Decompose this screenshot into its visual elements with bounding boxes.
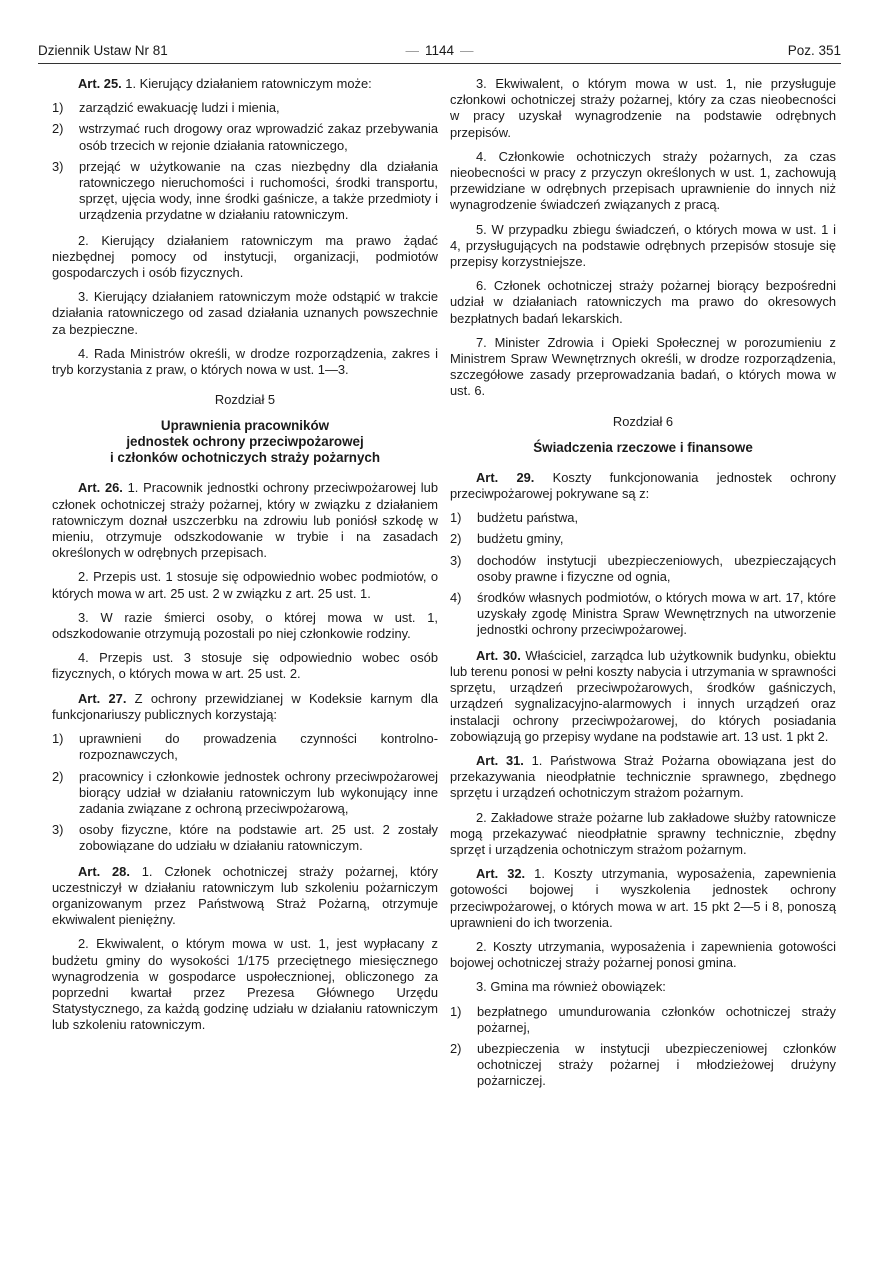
list-item — [450, 1004, 836, 1036]
item-number: 3) — [450, 552, 462, 568]
art28-p2: 2. Ekwiwalent, o którym mowa w ust. 1, jest wypłacany z budżetu gminy do wysokości 1/175 przeciętnego miesięcznego wynagrodzenia w gospodarce uspołecznionej, obliczonego za poprzedni kwartał przez Prezesa Głównego Urzędu Statystycznego, za każdą godzinę udziału w działaniu ratowniczym lub szkoleniu ratowniczym. — [52, 936, 438, 1033]
art25-p1-text: 1. Kierujący działaniem ratowniczym może: — [121, 76, 372, 91]
item-text: dochodów instytucji ubezpieczeniowych, ubezpieczających osoby prawne i fizyczne od ognia, — [477, 552, 836, 584]
art27-p1 — [52, 691, 438, 723]
art28-label: Art. 28. — [78, 863, 130, 879]
item-number: 4) — [450, 590, 462, 606]
item-number: 1) — [52, 100, 64, 116]
list-item — [450, 1041, 836, 1090]
art32-p1 — [450, 866, 836, 931]
item-text: budżetu gminy, — [477, 531, 564, 547]
art30-label: Art. 30. — [476, 647, 521, 663]
journal-title: Dziennik Ustaw Nr 81 — [38, 43, 168, 58]
item-number: 1) — [450, 1003, 462, 1019]
art28-p7: 7. Minister Zdrowia i Opieki Społecznej w porozumieniu z Ministrem Spraw Wewnętrznych określi, w drodze rozporządzenia, szczegółowe zasady przeprowadzania badań, o których mowa w ust. 6. — [450, 334, 836, 399]
art26-p4: 4. Przepis ust. 3 stosuje się odpowiednio wobec osób fizycznych, o których mowa w art. 25 ust. 2. — [52, 650, 438, 682]
art28-p5: 5. W przypadku zbiegu świadczeń, o których mowa w ust. 1 i 4, przysługujących na podstawie odrębnych przepisów stosuje się przepisy korzystniejsze. — [450, 221, 836, 270]
item-number: 2) — [52, 121, 64, 137]
art26-p2: 2. Przepis ust. 1 stosuje się odpowiednio wobec podmiotów, o których mowa w art. 25 ust. 2 w związku z art. 25 ust. 1. — [52, 569, 438, 601]
item-text: wstrzymać ruch drogowy oraz wprowadzić zakaz przebywania osób trzecich w rejonie działania ratowniczego, — [79, 121, 438, 153]
item-text: budżetu państwa, — [477, 510, 579, 526]
art29-p1-text: Koszty funkcjonowania jednostek ochrony przeciwpożarowej pokrywane są z: — [450, 469, 837, 502]
art29-p1 — [450, 470, 836, 502]
item-text: pracownicy i członkowie jednostek ochrony przeciwpożarowej biorący udział w działaniu ratowniczym lub wykonujący inne zadania związane z ochroną przeciwpożarową, — [79, 768, 438, 816]
art31-label: Art. 31. — [476, 752, 524, 768]
art28-p1 — [52, 864, 438, 929]
art25-p2: 2. Kierujący działaniem ratowniczym ma prawo żądać niezbędnej pomocy od instytucji, organizacji, podmiotów gospodarczych i osób fizycznych. — [52, 232, 438, 281]
art28-p4: 4. Członkowie ochotniczych straży pożarnych, za czas nieobecności w pracy z przyczyn określonych w ust. 1, zachowują przewidziane w odrębnych przepisach uprawnienie do innych niż wynagrodzenie świadczeń związanych z pracą. — [450, 148, 836, 213]
list-item — [52, 822, 438, 854]
item-number: 1) — [450, 510, 462, 526]
item-number: 3) — [52, 158, 64, 174]
item-text: zarządzić ewakuację ludzi i mienia, — [79, 100, 280, 116]
left-column — [52, 76, 438, 1042]
item-number: 2) — [450, 1040, 462, 1056]
page-number: 1144 — [424, 43, 455, 58]
list-item — [450, 531, 836, 547]
art28-p3: 3. Ekwiwalent, o którym mowa w ust. 1, nie przysługuje członkowi ochotniczej straży pożarnej, który za czas nieobecności w pracy uzyskał wynagrodzenie na podstawie odrębnych przepisów. — [450, 76, 836, 140]
art26-p1-text: 1. Pracownik jednostki ochrony przeciwpożarowej lub członek ochotniczej straży pożarnej, który w związku z działaniem ratowniczym doznał uszczerbku na zdrowiu lub poniósł szkodę w mieniu, otrzymuje odszkodowanie w trybie i na zasadach określonych w odrębnych przepisach. — [52, 480, 438, 561]
right-column — [450, 76, 836, 1095]
art32-p3: 3. Gmina ma również obowiązek: — [476, 979, 666, 995]
list-item — [450, 590, 836, 639]
list-item — [52, 159, 438, 224]
art25-label: Art. 25. — [78, 76, 122, 91]
art27-label: Art. 27. — [78, 690, 127, 706]
art29-label: Art. 29. — [476, 469, 535, 485]
chapter6-title: Świadczenia rzeczowe i finansowe — [533, 439, 753, 455]
chapter5-title-line: Uprawnienia pracowników — [160, 418, 330, 434]
chapter5-number: Rozdział 5 — [214, 392, 276, 408]
position-number: Poz. 351 — [787, 43, 841, 58]
page-header — [38, 42, 841, 60]
item-number: 2) — [52, 768, 64, 784]
dash-left: — — [405, 43, 419, 58]
item-text: ubezpieczenia w instytucji ubezpieczeniowej członków ochotniczej straży pożarnej i młodzieżowej drużyny pożarniczej. — [477, 1040, 836, 1089]
art25-p1 — [52, 76, 438, 92]
item-text: uprawnieni do prowadzenia czynności kontrolno-rozpoznawczych, — [79, 731, 438, 763]
art30-p1-text: Właściciel, zarządca lub użytkownik budynku, obiektu lub terenu ponosi w pełni koszty nabycia i utrzymania w sprawności sprzętu, urządzeń przeciwpożarowych, środków gaśniczych, urządzeń sygnalizacyjno-alarmowych i innych urządzeń oraz instalacji ochrony przeciwpożarowej, do których posiadania zobowiązują go przepisy wydane na podstawie art. 13 ust. 1 pkt 2. — [450, 647, 836, 744]
header-rule — [38, 63, 841, 64]
art26-p1 — [52, 480, 438, 561]
art25-p3: 3. Kierujący działaniem ratowniczym może odstąpić w trakcie działania ratowniczego od zasad działania uznanych powszechnie za bezpieczne. — [52, 289, 438, 337]
art25-p4: 4. Rada Ministrów określi, w drodze rozporządzenia, zakres i tryb korzystania z praw, o których nowa w ust. 1—3. — [52, 345, 438, 378]
art32-p2: 2. Koszty utrzymania, wyposażenia i zapewnienia gotowości bojowej ochotniczej straży pożarnej ponosi gmina. — [450, 938, 836, 971]
item-number: 1) — [52, 731, 64, 747]
item-number: 3) — [52, 822, 64, 838]
art30-p1 — [450, 648, 836, 745]
item-text: przejąć w użytkowanie na czas niezbędny dla działania ratowniczego nieruchomości i ruchomości, środki transportu, sprzęt, ujęcia wody, inne środki gaśnicze, a także przedmioty i urządzenia przydatne w działaniu ratowniczym. — [79, 158, 438, 223]
item-text: bezpłatnego umundurowania członków ochotniczej straży pożarnej, — [477, 1003, 836, 1035]
chapter6-number: Rozdział 6 — [612, 413, 674, 429]
list-item — [52, 731, 438, 763]
art32-label: Art. 32. — [476, 866, 526, 882]
art31-p1 — [450, 753, 836, 802]
chapter5-title-line: i członków ochotniczych straży pożarnych — [109, 450, 381, 466]
item-text: środków własnych podmiotów, o których mowa w art. 17, które uzyskały zgodę Ministra Spraw Wewnętrznych na utworzenie jednostki ochrony przeciwpożarowej. — [477, 590, 836, 638]
list-item — [52, 769, 438, 818]
art31-p1-text: 1. Państwowa Straż Pożarna obowiązana jest do przekazywania nieodpłatnie technicznie sprawnego, zbędnego sprzętu i urządzeń ochotniczym strażom pożarnym. — [450, 752, 836, 801]
art28-p1-text: 1. Członek ochotniczej straży pożarnej, który uczestniczył w działaniu ratowniczym lub szkoleniu pożarniczym organizowanym przez Państwową Straż Pożarną, otrzymuje ekwiwalent pieniężny. — [52, 863, 438, 928]
art26-label: Art. 26. — [78, 480, 123, 496]
art31-p2: 2. Zakładowe straże pożarne lub zakładowe służby ratownicze mogą przekazywać nieodpłatnie sprawny technicznie, zbędny sprzęt i urządzenia ochotniczym strażom pożarnym. — [450, 809, 836, 857]
item-text: osoby fizyczne, które na podstawie art. 25 ust. 2 zostały zobowiązane do udziału w działaniu ratowniczym. — [79, 822, 438, 854]
list-item — [52, 100, 438, 116]
art28-p6: 6. Członek ochotniczej straży pożarnej biorący bezpośredni udział w działaniach ratowniczych ma prawo do okresowych bezpłatnych badań lekarskich. — [450, 278, 836, 326]
art27-p1-text: Z ochrony przewidzianej w Kodeksie karnym dla funkcjonariuszy publicznych korzystają: — [52, 690, 438, 722]
item-number: 2) — [450, 531, 462, 547]
list-item — [52, 121, 438, 153]
art32-p1-text: 1. Koszty utrzymania, wyposażenia, zapewnienia gotowości bojowej i wyszkolenia jednostek ochrony przeciwpożarowej, o których mowa w art. 15 pkt 2—5 i 8, ponoszą uprawnieni do ich tworzenia. — [450, 866, 837, 930]
chapter5-title — [52, 418, 438, 466]
list-item — [450, 510, 836, 526]
art26-p3: 3. W razie śmierci osoby, o której mowa w ust. 1, odszkodowanie otrzymują pozostali po niej członkowie rodziny. — [52, 609, 438, 642]
list-item — [450, 553, 836, 585]
page-number-wrap — [38, 42, 841, 60]
chapter5-title-line: jednostek ochrony przeciwpożarowej — [126, 434, 364, 450]
dash-right: — — [460, 43, 474, 58]
